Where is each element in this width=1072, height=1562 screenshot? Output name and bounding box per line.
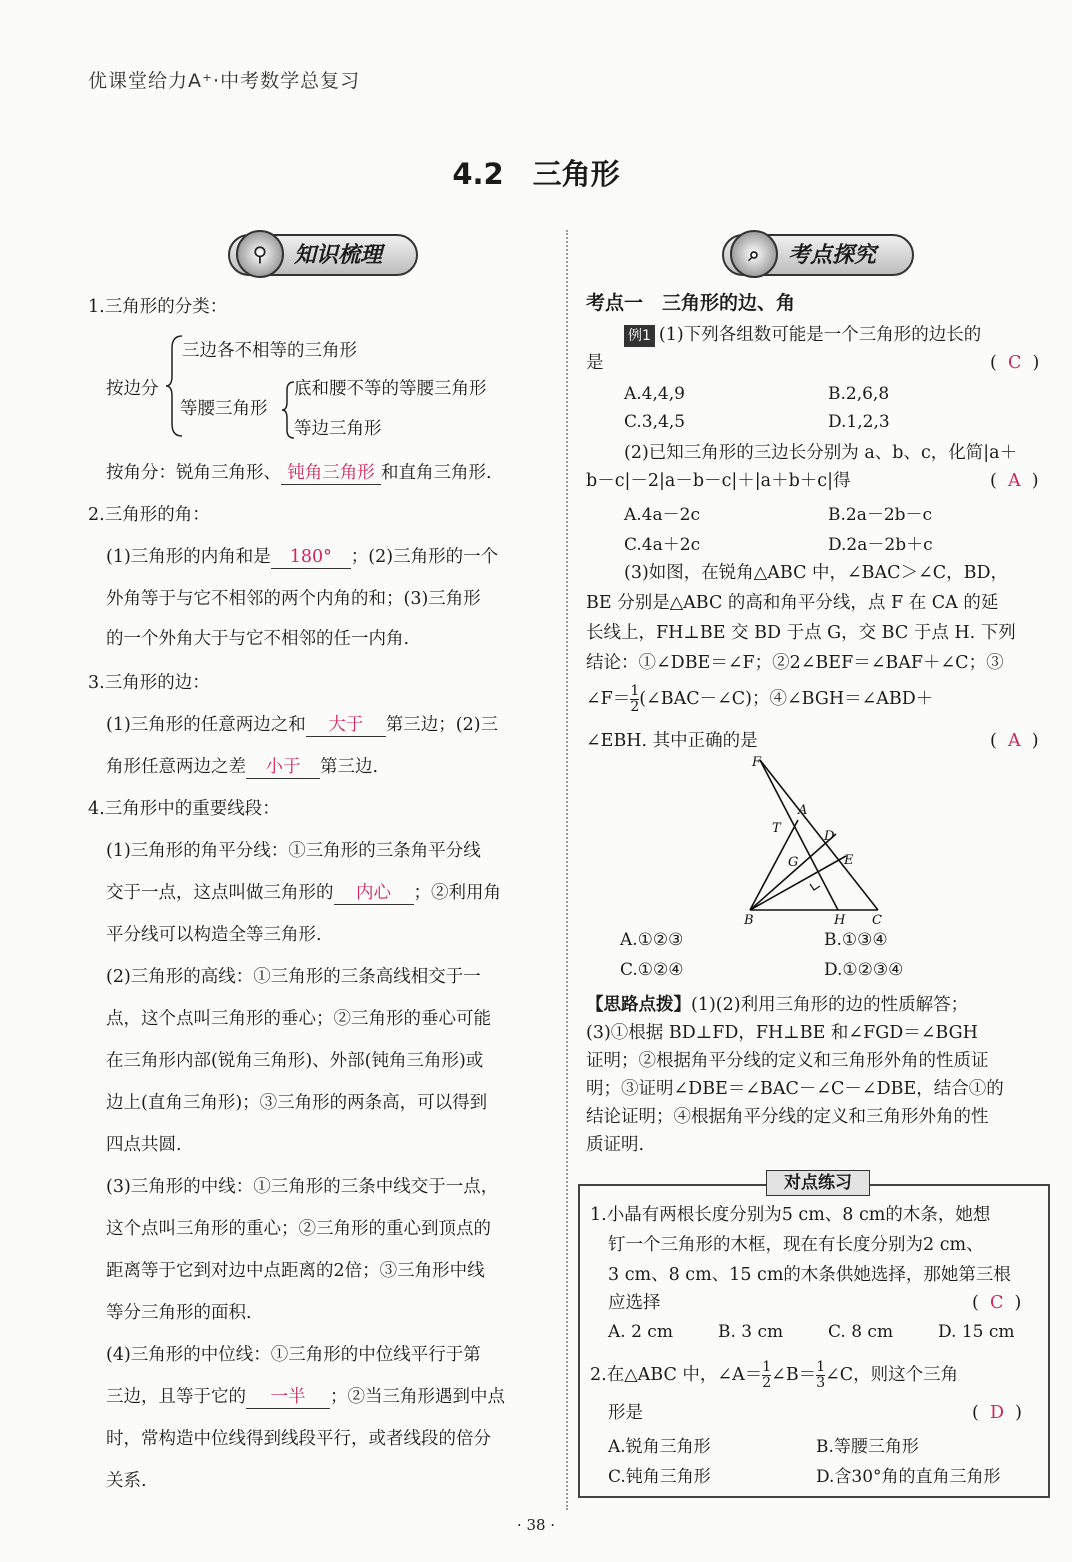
angle-line-3: 的一个外角大于与它不相邻的任一内角. <box>106 629 410 649</box>
bisector-line-1: (1)三角形的角平分线：①三角形的三条角平分线 <box>106 841 481 861</box>
midline-line-4: 关系. <box>106 1471 147 1491</box>
q3-line-5-post: (∠BAC－∠C)；④∠BGH＝∠ABD＋ <box>639 689 934 709</box>
answer-angle-sum: 180° <box>271 546 351 569</box>
page-number: · 38 · <box>516 1516 556 1534</box>
running-header: 优课堂给力A⁺·中考数学总复习 <box>88 70 361 92</box>
classify-by-angle-post: 和直角三角形. <box>381 463 492 483</box>
side-line-2 <box>106 756 378 779</box>
location-pin-icon: ⚲ <box>236 230 284 278</box>
example-label: 例1 <box>624 325 655 347</box>
side-line-2-pre: 角形任意两边之差 <box>106 757 246 777</box>
equilateral-triangle-item: 等边三角形 <box>294 419 382 439</box>
bisector-line-2-post: ；②利用角 <box>413 883 501 903</box>
example-q2-line-2: b－c|－2|a－b－c|＋|a＋b＋c|得 <box>586 471 851 491</box>
midline-line-3: 时，常构造中位线得到线段平行，或者线段的倍分 <box>106 1429 491 1449</box>
hint-line-6: 质证明. <box>586 1135 645 1155</box>
side-line-1-pre: (1)三角形的任意两边之和 <box>106 715 306 735</box>
knowledge-badge-label: 知识梳理 <box>294 243 383 268</box>
p1-option-d: D. 15 cm <box>938 1322 1015 1342</box>
midline-line-1: (4)三角形的中位线：①三角形的中位线平行于第 <box>106 1345 481 1365</box>
practice-q1-answer: ( C ) <box>972 1293 1022 1313</box>
altitude-line-4: 边上(直角三角形)；③三角形的两条高，可以得到 <box>106 1093 488 1113</box>
fraction-numerator: 1 <box>630 683 640 699</box>
fraction-1-3 <box>816 1360 825 1391</box>
p2-option-a: A.锐角三角形 <box>608 1437 711 1457</box>
hint-line-2: (3)①根据 BD⊥FD，FH⊥BE 和∠FGD＝∠BGH <box>586 1023 978 1043</box>
example-q3-line-6: ∠EBH. 其中正确的是 <box>586 731 758 751</box>
practice-q1-line-3: 3 cm、8 cm、15 cm的木条供她选择，那她第三根 <box>608 1265 1011 1285</box>
median-line-4: 等分三角形的面积. <box>106 1303 252 1323</box>
label-G: G <box>788 855 799 870</box>
p2-option-b: B.等腰三角形 <box>816 1437 919 1457</box>
answer-obtuse-triangle: 钝角三角形 <box>281 462 381 485</box>
isosceles-triangle-item: 等腰三角形 <box>180 399 268 419</box>
midline-line-2 <box>106 1386 505 1409</box>
practice-title: 对点练习 <box>766 1170 870 1196</box>
hint-label: 【思路点拨】 <box>586 995 691 1015</box>
practice-q2-answer: ( D ) <box>972 1403 1022 1423</box>
hint-line-5: 结论证明；④根据角平分线的定义和三角形外角的性 <box>586 1107 989 1127</box>
example-q3-line-5 <box>586 684 933 715</box>
p2-pre: 2.在△ABC 中，∠A＝ <box>590 1365 763 1385</box>
practice-q2-answer-value: D <box>989 1403 1004 1423</box>
section-1-heading: 1.三角形的分类： <box>88 297 228 317</box>
example-q3-line-3: 长线上，FH⊥BE 交 BD 于点 G，交 BC 于点 H. 下列 <box>586 623 1016 643</box>
label-T: T <box>772 821 781 836</box>
hint-line-4: 明；③证明∠DBE＝∠BAC－∠C－∠DBE，结合①的 <box>586 1079 1004 1099</box>
fraction-denominator: 2 <box>630 699 640 715</box>
fraction-1-3-den: 3 <box>816 1375 826 1391</box>
column-divider <box>566 230 568 1510</box>
example-q2-line-1: (2)已知三角形的三边长分别为 a、b、c，化简|a＋ <box>624 443 1018 463</box>
q3-line-5-pre: ∠F＝ <box>586 689 631 709</box>
fraction-1-2-den: 2 <box>762 1375 772 1391</box>
altitude-line-2: 点，这个点叫三角形的垂心；②三角形的垂心可能 <box>106 1009 491 1029</box>
classify-by-angle-line <box>106 462 492 485</box>
fraction-one-half <box>630 684 639 715</box>
practice-q1-line-1: 1.小晶有两根长度分别为5 cm、8 cm的木条，她想 <box>590 1205 991 1225</box>
exam-points-badge <box>722 234 914 276</box>
answer-incenter: 内心 <box>334 882 414 905</box>
q2-option-b: B.2a－2b－c <box>828 505 933 525</box>
fraction-1-2 <box>762 1360 771 1391</box>
median-line-3: 距离等于它到对边中点距离的2倍；③三角形中线 <box>106 1261 485 1281</box>
hint-line-3: 证明；②根据角平分线的定义和三角形外角的性质证 <box>586 1051 989 1071</box>
q1-option-d: D.1,2,3 <box>828 412 890 432</box>
section-2-heading: 2.三角形的角： <box>88 505 210 525</box>
knowledge-badge <box>228 234 418 276</box>
q2-option-a: A.4a－2c <box>624 505 700 525</box>
p2-option-c: C.钝角三角形 <box>608 1467 711 1487</box>
q3-option-a: A.①②③ <box>620 930 684 950</box>
practice-q2-line-2: 形是 <box>608 1403 643 1423</box>
side-line-1-post: 第三边；(2)三 <box>385 715 499 735</box>
example-q2-answer: ( A ) <box>990 471 1039 491</box>
p2-post: ∠C，则这个三角 <box>825 1365 959 1385</box>
q1-option-c: C.3,4,5 <box>624 412 686 432</box>
label-B: B <box>744 913 754 928</box>
altitude-line-1: (2)三角形的高线：①三角形的三条高线相交于一 <box>106 967 481 987</box>
example-q1-answer-value: C <box>1007 353 1022 373</box>
example-q3-answer: ( A ) <box>990 731 1039 751</box>
hint-text-1: (1)(2)利用三角形的边的性质解答； <box>691 995 969 1015</box>
midline-line-2-pre: 三边，且等于它的 <box>106 1387 246 1407</box>
side-line-1 <box>106 714 498 737</box>
practice-q1-line-2: 钉一个三角形的木框，现在有长度分别为2 cm、 <box>608 1235 984 1255</box>
bisector-line-3: 平分线可以构造全等三角形. <box>106 925 322 945</box>
example-q3-line-4: 结论：①∠DBE＝∠F；②2∠BEF＝∠BAF＋∠C；③ <box>586 653 1004 673</box>
bisector-line-2-pre: 交于一点，这点叫做三角形的 <box>106 883 334 903</box>
label-D: D <box>824 829 835 844</box>
hint-line-1 <box>586 994 968 1016</box>
q1-option-b: B.2,6,8 <box>828 384 890 404</box>
angle-line-1-post: ；(2)三角形的一个 <box>350 547 499 567</box>
section-4-heading: 4.三角形中的重要线段： <box>88 799 280 819</box>
practice-q2-line-1 <box>590 1360 958 1391</box>
q3-option-b: B.①③④ <box>824 930 888 950</box>
median-line-1: (3)三角形的中线：①三角形的三条中线交于一点， <box>106 1177 499 1197</box>
example-q3-line-2: BE 分别是△ABC 的高和角平分线，点 F 在 CA 的延 <box>586 593 999 613</box>
label-E: E <box>844 853 854 868</box>
answer-half: 一半 <box>246 1386 330 1409</box>
median-line-2: 这个点叫三角形的重心；②三角形的重心到顶点的 <box>106 1219 491 1239</box>
example-q3-line-1: (3)如图，在锐角△ABC 中，∠BAC＞∠C，BD， <box>624 563 1009 583</box>
scalene-triangle-item: 三边各不相等的三角形 <box>182 341 357 361</box>
section-title: 4.2 三角形 <box>452 157 620 191</box>
p2-mid: ∠B＝ <box>771 1365 817 1385</box>
answer-less-than: 小于 <box>246 756 320 779</box>
q3-option-c: C.①②④ <box>620 960 684 980</box>
p1-option-b: B. 3 cm <box>718 1322 784 1342</box>
q3-option-d: D.①②③④ <box>824 960 904 980</box>
side-line-2-post: 第三边. <box>320 757 379 777</box>
p2-option-d: D.含30°角的直角三角形 <box>816 1467 1001 1487</box>
angle-line-1 <box>106 546 498 569</box>
line-BD <box>750 834 836 910</box>
magnifier-icon: ⌕ <box>730 230 778 278</box>
midline-line-2-post: ；②当三角形遇到中点 <box>330 1387 505 1407</box>
classify-by-angle-pre: 按角分：锐角三角形、 <box>106 463 281 483</box>
p1-option-a: A. 2 cm <box>608 1322 673 1342</box>
altitude-line-3: 在三角形内部(锐角三角形)、外部(钝角三角形)或 <box>106 1051 484 1071</box>
example-q1-line-2: 是 <box>586 353 604 373</box>
non-equilateral-isosceles-item: 底和腰不等的等腰三角形 <box>294 379 487 399</box>
label-C: C <box>872 913 882 928</box>
q2-option-c: C.4a＋2c <box>624 535 701 555</box>
angle-line-1-pre: (1)三角形的内角和是 <box>106 547 271 567</box>
answer-greater-than: 大于 <box>306 714 386 737</box>
section-3-heading: 3.三角形的边： <box>88 673 210 693</box>
label-H: H <box>834 913 846 928</box>
right-angle-mark <box>810 884 820 890</box>
example-q1-line-1 <box>624 324 981 347</box>
example-q1-text: (1)下列各组数可能是一个三角形的边长的 <box>658 325 982 345</box>
example-q2-answer-value: A <box>1007 471 1021 491</box>
triangle-figure <box>740 752 900 928</box>
altitude-line-5: 四点共圆. <box>106 1135 182 1155</box>
classify-by-side-label: 按边分 <box>106 379 159 399</box>
fraction-1-3-num: 1 <box>816 1359 826 1375</box>
label-F: F <box>752 755 762 770</box>
exam-points-badge-label: 考点探究 <box>788 243 877 268</box>
practice-q1-line-4: 应选择 <box>608 1293 661 1313</box>
angle-line-2: 外角等于与它不相邻的两个内角的和；(3)三角形 <box>106 589 481 609</box>
label-A: A <box>798 803 808 818</box>
p1-option-c: C. 8 cm <box>828 1322 894 1342</box>
fraction-1-2-num: 1 <box>762 1359 772 1375</box>
example-q1-answer: ( C ) <box>990 353 1040 373</box>
exam-point-heading: 考点一 三角形的边、角 <box>586 292 796 314</box>
q1-option-a: A.4,4,9 <box>624 384 685 404</box>
practice-q1-answer-value: C <box>989 1293 1004 1313</box>
bisector-line-2 <box>106 882 501 905</box>
example-q3-answer-value: A <box>1007 731 1021 751</box>
q2-option-d: D.2a－2b＋c <box>828 535 933 555</box>
